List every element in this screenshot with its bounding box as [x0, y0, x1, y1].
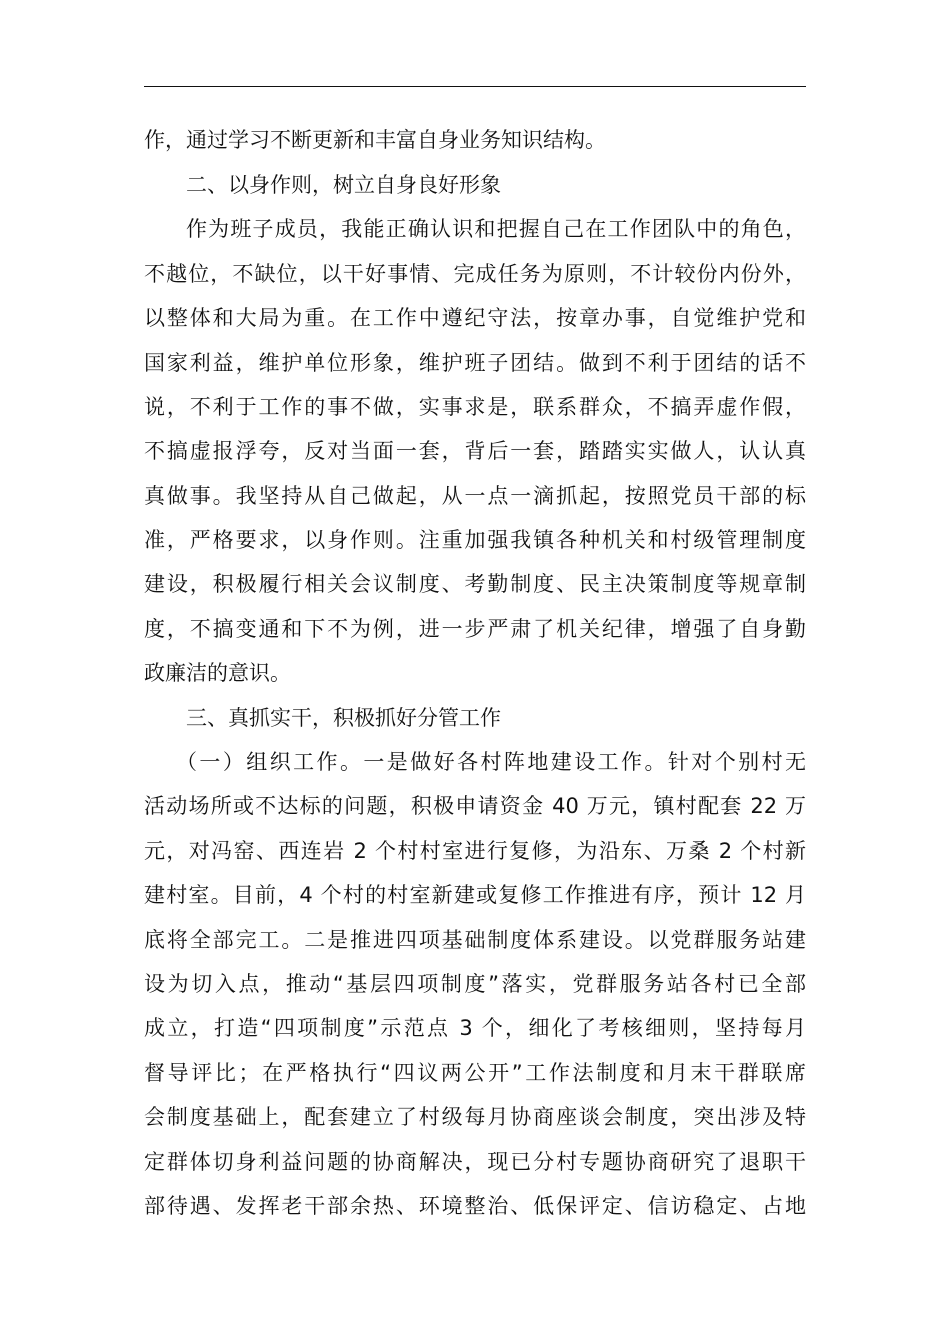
text-line: 作，通过学习不断更新和丰富自身业务知识结构。 [144, 128, 606, 152]
text-line: 不越位，不缺位，以干好事情、完成任务为原则，不计较份内份外， [144, 262, 806, 286]
text-line: 不搞虚报浮夸，反对当面一套，背后一套，踏踏实实做人，认认真 [144, 439, 806, 463]
text-line: 部待遇、发挥老干部余热、环境整治、低保评定、信访稳定、占地 [144, 1194, 806, 1218]
text-line: 定群体切身利益问题的协商解决，现已分村专题协商研究了退职干 [144, 1150, 806, 1174]
text-line: 建村室。目前，4 个村的村室新建或复修工作推进有序，预计 12 月 [144, 883, 806, 907]
text-line: （一）组织工作。一是做好各村阵地建设工作。针对个别村无 [176, 750, 806, 774]
text-line: 作为班子成员，我能正确认识和把握自己在工作团队中的角色， [186, 217, 806, 241]
text-line: 以整体和大局为重。在工作中遵纪守法，按章办事，自觉维护党和 [144, 306, 806, 330]
text-line: 建设，积极履行相关会议制度、考勤制度、民主决策制度等规章制 [144, 572, 806, 596]
text-line: 成立，打造“四项制度”示范点 3 个，细化了考核细则，坚持每月 [144, 1016, 806, 1040]
text-line: 活动场所或不达标的问题，积极申请资金 40 万元，镇村配套 22 万 [144, 794, 806, 818]
text-line: 会制度基础上，配套建立了村级每月协商座谈会制度，突出涉及特 [144, 1105, 806, 1129]
text-line: 设为切入点，推动“基层四项制度”落实，党群服务站各村已全部 [144, 972, 806, 996]
text-line: 说，不利于工作的事不做，实事求是，联系群众，不搞弄虚作假， [144, 395, 806, 419]
text-line: 度，不搞变通和下不为例，进一步严肃了机关纪律，增强了自身勤 [144, 617, 806, 641]
text-line: 督导评比；在严格执行“四议两公开”工作法制度和月末干群联席 [144, 1061, 806, 1085]
section-heading: 二、以身作则，树立自身良好形象 [186, 173, 501, 197]
text-line: 政廉洁的意识。 [144, 661, 291, 685]
text-line: 真做事。我坚持从自己做起，从一点一滴抓起，按照党员干部的标 [144, 484, 806, 508]
section-heading: 三、真抓实干，积极抓好分管工作 [186, 706, 501, 730]
header-rule [144, 86, 806, 87]
text-line: 底将全部完工。二是推进四项基础制度体系建设。以党群服务站建 [144, 928, 806, 952]
text-line: 国家利益，维护单位形象，维护班子团结。做到不利于团结的话不 [144, 351, 806, 375]
text-line: 元，对冯窑、西连岩 2 个村村室进行复修，为沿东、万桑 2 个村新 [144, 839, 806, 863]
text-line: 准，严格要求，以身作则。注重加强我镇各种机关和村级管理制度 [144, 528, 806, 552]
